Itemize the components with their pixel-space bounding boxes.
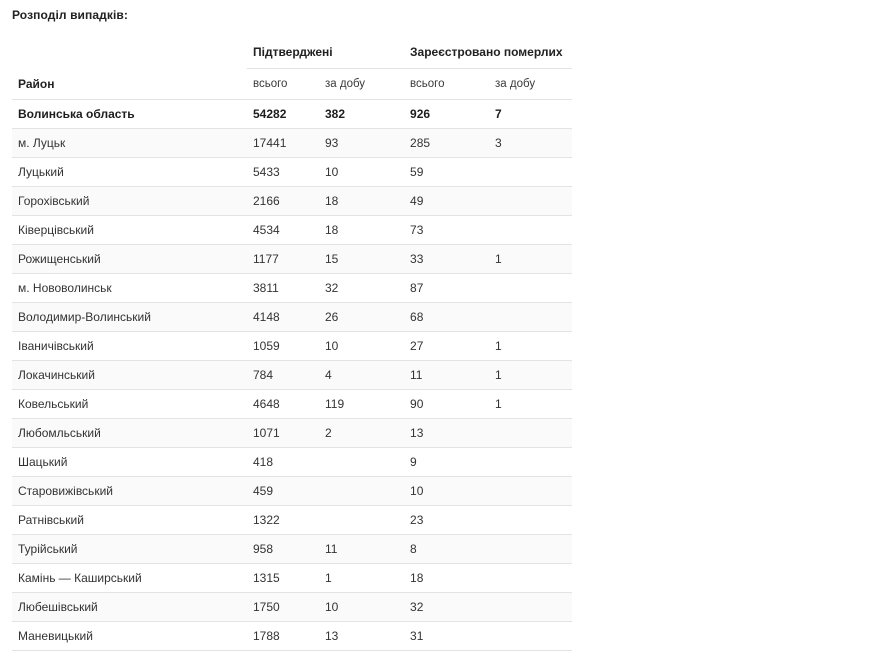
cell-deaths-day: 7 bbox=[489, 100, 572, 129]
table-row bbox=[12, 390, 572, 419]
cell-confirmed-total: 3811 bbox=[247, 274, 319, 303]
table-row bbox=[12, 158, 572, 187]
cell-confirmed-day: 18 bbox=[319, 187, 404, 216]
cell-region: Турійський bbox=[12, 535, 247, 564]
cell-confirmed-day: 1 bbox=[319, 564, 404, 593]
cell-confirmed-total: 958 bbox=[247, 535, 319, 564]
cell-region: Рожищенський bbox=[12, 245, 247, 274]
cell-deaths-total: 68 bbox=[404, 303, 489, 332]
cell-confirmed-day: 26 bbox=[319, 303, 404, 332]
cell-deaths-day bbox=[489, 477, 572, 506]
cell-deaths-total: 9 bbox=[404, 448, 489, 477]
cell-region: Іваничівський bbox=[12, 332, 247, 361]
table-row bbox=[12, 419, 572, 448]
table-body bbox=[12, 100, 572, 651]
table-row bbox=[12, 245, 572, 274]
cell-deaths-day: 1 bbox=[489, 245, 572, 274]
cell-region: Ковельський bbox=[12, 390, 247, 419]
cell-confirmed-total: 1071 bbox=[247, 419, 319, 448]
cell-deaths-total: 49 bbox=[404, 187, 489, 216]
cell-deaths-day bbox=[489, 303, 572, 332]
cell-confirmed-total: 54282 bbox=[247, 100, 319, 129]
cell-region: Старовижівський bbox=[12, 477, 247, 506]
cell-confirmed-total: 1750 bbox=[247, 593, 319, 622]
cell-confirmed-day: 10 bbox=[319, 158, 404, 187]
column-header-deaths-total: всього bbox=[404, 69, 489, 100]
cell-confirmed-total: 2166 bbox=[247, 187, 319, 216]
group-header-deaths: Зареєстровано померлих bbox=[404, 36, 572, 69]
cell-confirmed-total: 4648 bbox=[247, 390, 319, 419]
cell-region: Маневицький bbox=[12, 622, 247, 651]
cell-confirmed-total: 5433 bbox=[247, 158, 319, 187]
cell-region: Горохівський bbox=[12, 187, 247, 216]
cell-deaths-total: 73 bbox=[404, 216, 489, 245]
cell-region: Шацький bbox=[12, 448, 247, 477]
table-row bbox=[12, 332, 572, 361]
cell-deaths-day bbox=[489, 593, 572, 622]
cell-deaths-total: 87 bbox=[404, 274, 489, 303]
cell-region: Ратнівський bbox=[12, 506, 247, 535]
table-row bbox=[12, 593, 572, 622]
cell-region: Ківерцівський bbox=[12, 216, 247, 245]
cell-deaths-total: 13 bbox=[404, 419, 489, 448]
cell-deaths-total: 31 bbox=[404, 622, 489, 651]
cell-confirmed-total: 1322 bbox=[247, 506, 319, 535]
cell-confirmed-day: 4 bbox=[319, 361, 404, 390]
cell-confirmed-total: 17441 bbox=[247, 129, 319, 158]
cell-confirmed-day bbox=[319, 506, 404, 535]
cell-deaths-total: 926 bbox=[404, 100, 489, 129]
cell-region: Камінь — Каширський bbox=[12, 564, 247, 593]
cell-confirmed-total: 1059 bbox=[247, 332, 319, 361]
cell-confirmed-day: 93 bbox=[319, 129, 404, 158]
cell-confirmed-day: 382 bbox=[319, 100, 404, 129]
cell-deaths-day bbox=[489, 216, 572, 245]
cell-deaths-total: 18 bbox=[404, 564, 489, 593]
cell-region: Любешівський bbox=[12, 593, 247, 622]
cell-confirmed-day: 18 bbox=[319, 216, 404, 245]
cell-confirmed-total: 784 bbox=[247, 361, 319, 390]
table-row bbox=[12, 303, 572, 332]
cell-deaths-total: 27 bbox=[404, 332, 489, 361]
cell-deaths-total: 285 bbox=[404, 129, 489, 158]
cell-region: Володимир-Волинський bbox=[12, 303, 247, 332]
table-row bbox=[12, 100, 572, 129]
cell-deaths-total: 10 bbox=[404, 477, 489, 506]
table-row bbox=[12, 564, 572, 593]
cell-region: Любомльський bbox=[12, 419, 247, 448]
cell-confirmed-total: 418 bbox=[247, 448, 319, 477]
cell-deaths-day bbox=[489, 187, 572, 216]
cell-deaths-day bbox=[489, 506, 572, 535]
column-header-confirmed-total: всього bbox=[247, 69, 319, 100]
table-sub-header-row bbox=[12, 69, 572, 100]
table-row bbox=[12, 216, 572, 245]
cell-confirmed-total: 1315 bbox=[247, 564, 319, 593]
table-row bbox=[12, 129, 572, 158]
table-row bbox=[12, 361, 572, 390]
cell-confirmed-day: 15 bbox=[319, 245, 404, 274]
cases-distribution-table bbox=[12, 36, 572, 651]
cell-confirmed-day: 32 bbox=[319, 274, 404, 303]
cell-deaths-total: 59 bbox=[404, 158, 489, 187]
cell-deaths-day bbox=[489, 274, 572, 303]
cell-deaths-total: 33 bbox=[404, 245, 489, 274]
cell-deaths-total: 23 bbox=[404, 506, 489, 535]
table-row bbox=[12, 506, 572, 535]
cell-confirmed-day: 11 bbox=[319, 535, 404, 564]
table-row bbox=[12, 187, 572, 216]
cell-confirmed-total: 459 bbox=[247, 477, 319, 506]
cell-deaths-total: 11 bbox=[404, 361, 489, 390]
cell-deaths-day bbox=[489, 419, 572, 448]
cell-region: Луцький bbox=[12, 158, 247, 187]
table-group-header-row bbox=[12, 36, 572, 69]
cell-region: м. Луцьк bbox=[12, 129, 247, 158]
cell-confirmed-total: 1788 bbox=[247, 622, 319, 651]
cell-deaths-day bbox=[489, 535, 572, 564]
cell-deaths-total: 32 bbox=[404, 593, 489, 622]
cell-confirmed-total: 4148 bbox=[247, 303, 319, 332]
cell-confirmed-day: 2 bbox=[319, 419, 404, 448]
cell-confirmed-day: 10 bbox=[319, 593, 404, 622]
column-header-confirmed-day: за добу bbox=[319, 69, 404, 100]
cell-deaths-day: 1 bbox=[489, 361, 572, 390]
page-title: Розподіл випадків: bbox=[12, 8, 128, 22]
column-header-region: Район bbox=[12, 69, 247, 100]
cell-confirmed-day bbox=[319, 448, 404, 477]
cell-confirmed-total: 1177 bbox=[247, 245, 319, 274]
cell-deaths-day: 3 bbox=[489, 129, 572, 158]
cell-confirmed-total: 4534 bbox=[247, 216, 319, 245]
cell-confirmed-day: 119 bbox=[319, 390, 404, 419]
cell-confirmed-day: 13 bbox=[319, 622, 404, 651]
table-header bbox=[12, 36, 572, 100]
table-row bbox=[12, 622, 572, 651]
cell-region: Локачинський bbox=[12, 361, 247, 390]
cell-region: Волинська область bbox=[12, 100, 247, 129]
cell-confirmed-day: 10 bbox=[319, 332, 404, 361]
cell-deaths-day bbox=[489, 158, 572, 187]
column-header-deaths-day: за добу bbox=[489, 69, 572, 100]
cell-confirmed-day bbox=[319, 477, 404, 506]
cell-region: м. Нововолинськ bbox=[12, 274, 247, 303]
cell-deaths-day: 1 bbox=[489, 332, 572, 361]
table-row bbox=[12, 535, 572, 564]
table-row bbox=[12, 477, 572, 506]
group-header-region bbox=[12, 36, 247, 69]
group-header-confirmed: Підтверджені bbox=[247, 36, 404, 69]
cell-deaths-day bbox=[489, 564, 572, 593]
table-row bbox=[12, 448, 572, 477]
cell-deaths-day: 1 bbox=[489, 390, 572, 419]
cell-deaths-day bbox=[489, 622, 572, 651]
cell-deaths-total: 90 bbox=[404, 390, 489, 419]
table-row bbox=[12, 274, 572, 303]
cell-deaths-day bbox=[489, 448, 572, 477]
cell-deaths-total: 8 bbox=[404, 535, 489, 564]
